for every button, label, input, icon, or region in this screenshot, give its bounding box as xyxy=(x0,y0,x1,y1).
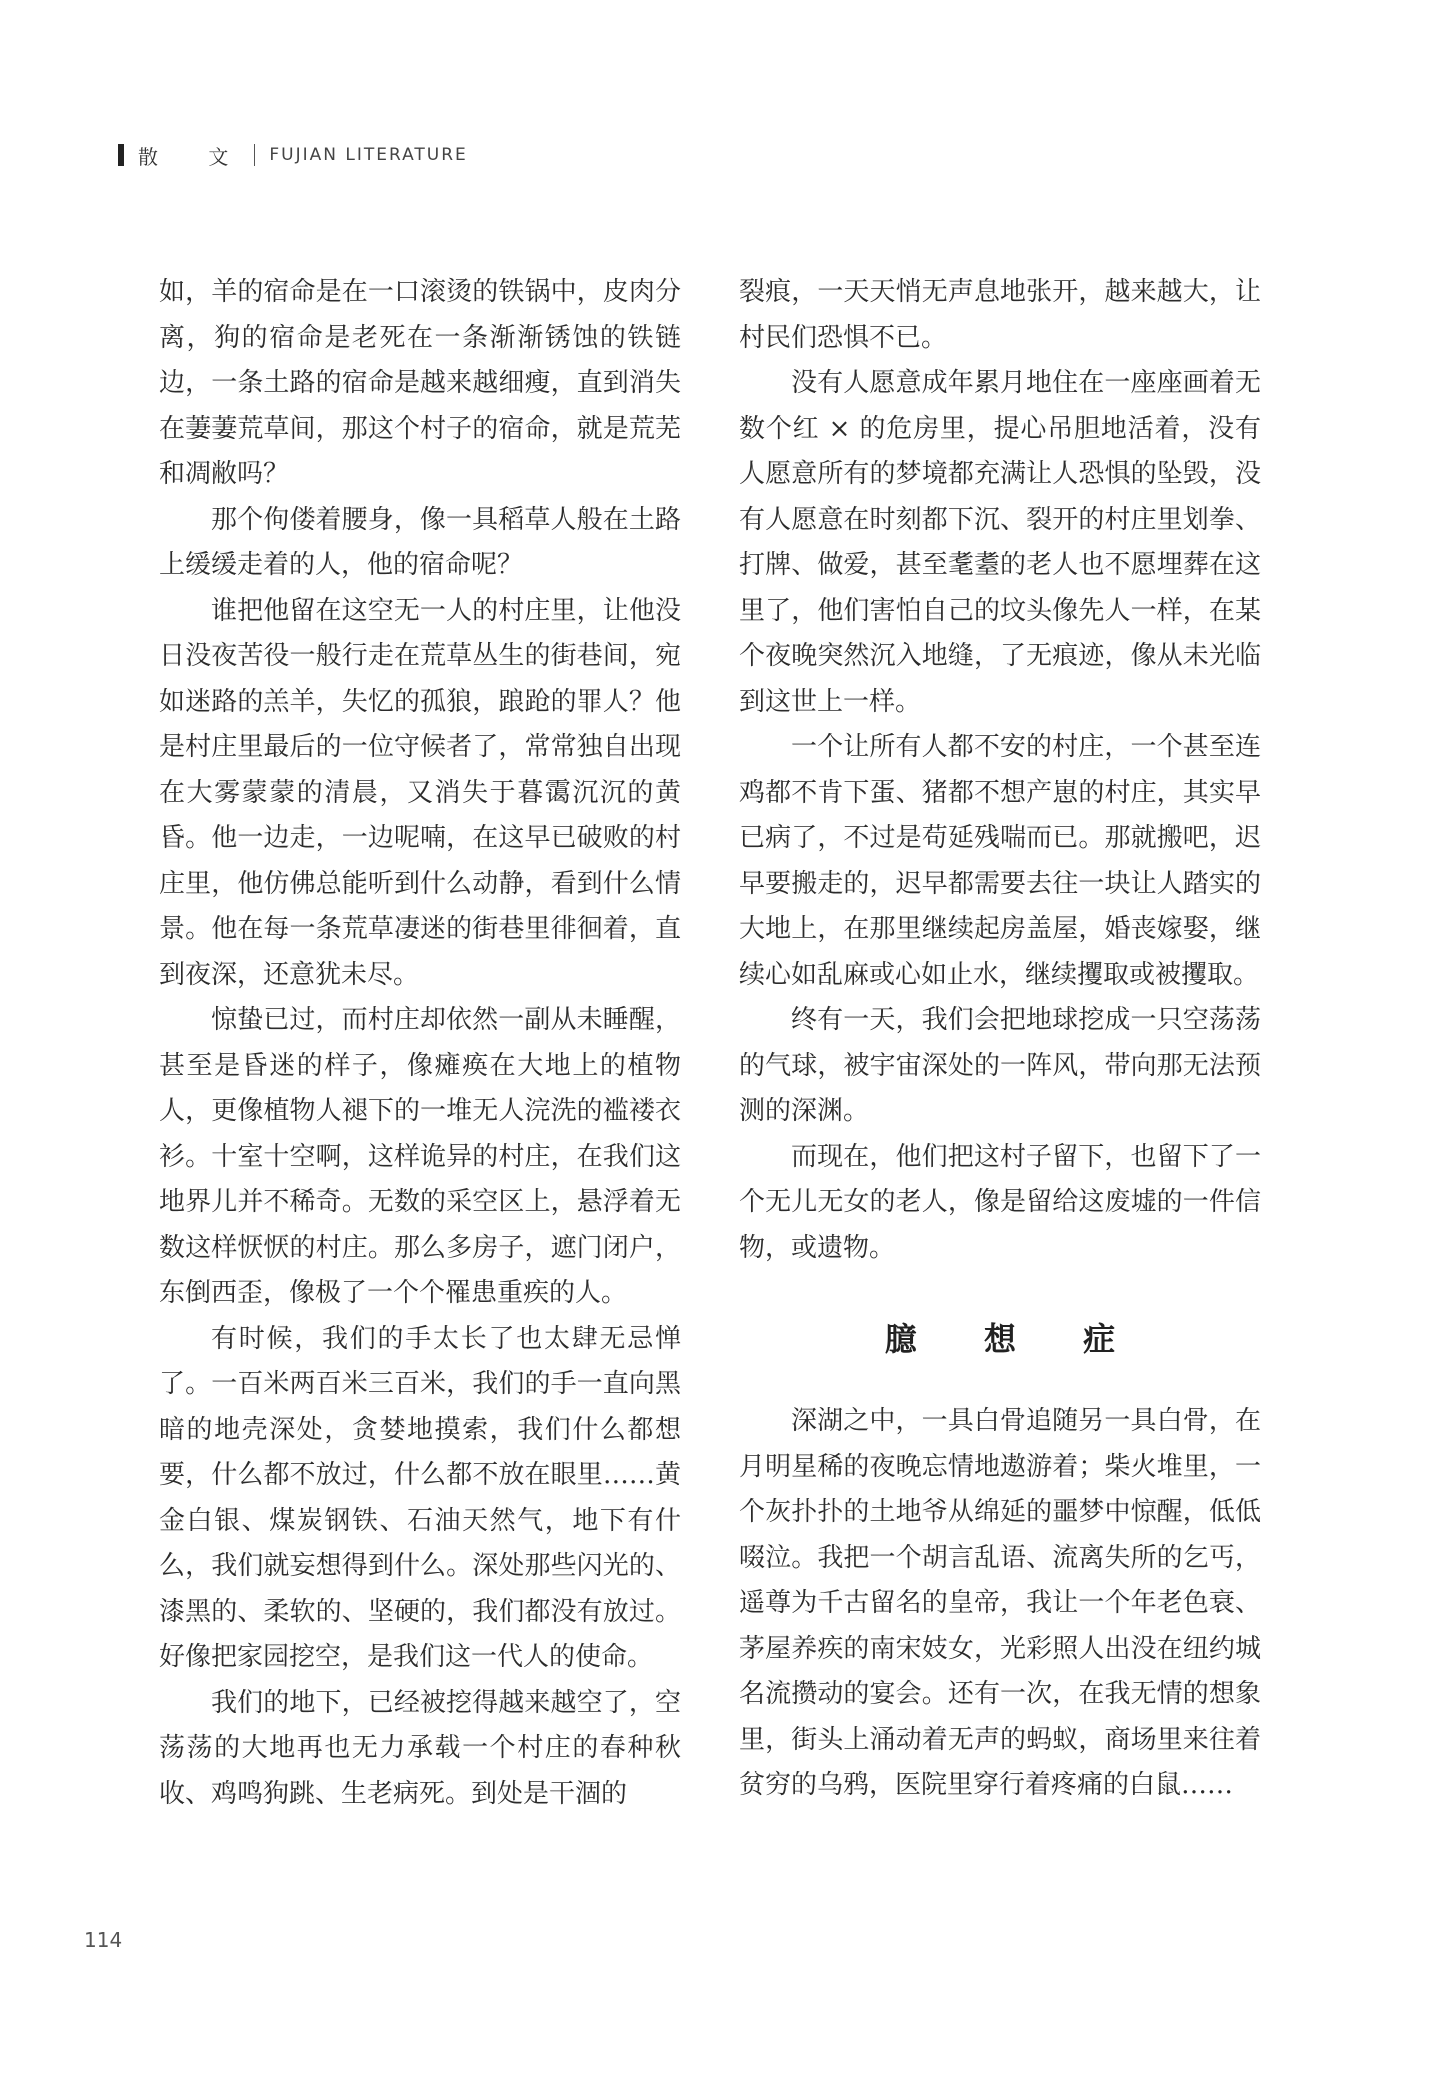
paragraph: 惊蛰已过，而村庄却依然一副从未睡醒，甚至是昏迷的样子，像瘫痪在大地上的植物人，更像植物人褪下的一堆无人浣洗的褴褛衣衫。十室十空啊，这样诡异的村庄，在我们这地界儿并不稀奇。无数的采空区上，悬浮着无数这样恹恹的村庄。那么多房子，遮门闭户，东倒西歪，像极了一个个罹患重疾的人。 xyxy=(159,1005,681,1308)
paragraph: 没有人愿意成年累月地住在一座座画着无数个红 × 的危房里，提心吊胆地活着，没有人愿意所有的梦境都充满让人恐惧的坠毁，没有人愿意在时刻都下沉、裂开的村庄里划拳、打牌、做爱，甚至耄耋的老人也不愿埋葬在这里了，他们害怕自己的坟头像先人一样，在某个夜晚突然沉入地缝，了无痕迹，像从未光临到这世上一样。 xyxy=(739,368,1261,717)
header-marker-bar xyxy=(118,144,124,166)
article-title: 臆 想 症 xyxy=(884,1320,1144,1358)
paragraph: 一个让所有人都不安的村庄，一个甚至连鸡都不肯下蛋、猪都不想产崽的村庄，其实早已病了，不过是苟延残喘而已。那就搬吧，迟早要搬走的，迟早都需要去往一块让人踏实的大地上，在那里继续起房盖屋，婚丧嫁娶，继续心如乱麻或心如止水，继续攫取或被攫取。 xyxy=(739,732,1261,990)
paragraph: 而现在，他们把这村子留下，也留下了一个无儿无女的老人，像是留给这废墟的一件信物，或遗物。 xyxy=(739,1141,1261,1263)
paragraph: 我们的地下，已经被挖得越来越空了，空荡荡的大地再也无力承载一个村庄的春种秋收、鸡鸣狗跳、生老病死。到处是干涸的 xyxy=(159,1687,681,1809)
section-label: 散 文 xyxy=(138,144,251,169)
paragraph: 裂痕，一天天悄无声息地张开，越来越大，让村民们恐惧不已。 xyxy=(739,277,1261,353)
journal-name: FUJIAN LITERATURE xyxy=(269,145,468,165)
right-column xyxy=(739,270,1261,1809)
paragraph: 如，羊的宿命是在一口滚烫的铁锅中，皮肉分离，狗的宿命是老死在一条渐渐锈蚀的铁链边，一条土路的宿命是越来越细瘦，直到消失在萋萋荒草间，那这个村子的宿命，就是荒芜和凋敝吗？ xyxy=(159,277,681,489)
paragraph: 谁把他留在这空无一人的村庄里，让他没日没夜苦役一般行走在荒草丛生的街巷间，宛如迷路的羔羊，失忆的孤狼，踉跄的罪人？他是村庄里最后的一位守候者了，常常独自出现在大雾蒙蒙的清晨，又消失于暮霭沉沉的黄昏。他一边走，一边呢喃，在这早已破败的村庄里，他仿佛总能听到什么动静，看到什么情景。他在每一条荒草凄迷的街巷里徘徊着，直到夜深，还意犹未尽。 xyxy=(159,595,681,990)
paragraph: 有时候，我们的手太长了也太肆无忌惮了。一百米两百米三百米，我们的手一直向黑暗的地壳深处，贪婪地摸索，我们什么都想要，什么都不放过，什么都不放在眼里……黄金白银、煤炭钢铁、石油天然气，地下有什么，我们就妄想得到什么。深处那些闪光的、漆黑的、柔软的、坚硬的，我们都没有放过。好像把家园挖空，是我们这一代人的使命。 xyxy=(159,1323,681,1672)
running-header xyxy=(118,141,468,169)
left-column xyxy=(159,270,681,1817)
paragraph: 终有一天，我们会把地球挖成一只空荡荡的气球，被宇宙深处的一阵风，带向那无法预测的深渊。 xyxy=(739,1005,1261,1126)
page-number: 114 xyxy=(84,1928,123,1952)
paragraph: 深湖之中，一具白骨追随另一具白骨，在月明星稀的夜晚忘情地遨游着；柴火堆里，一个灰扑扑的土地爷从绵延的噩梦中惊醒，低低啜泣。我把一个胡言乱语、流离失所的乞丐，遥尊为千古留名的皇帝，我让一个年老色衰、茅屋养疾的南宋妓女，光彩照人出没在纽约城名流攒动的宴会。还有一次，在我无情的想象里，街头上涌动着无声的蚂蚁，商场里来往着贫穷的乌鸦，医院里穿行着疼痛的白鼠…… xyxy=(739,1406,1261,1800)
header-divider xyxy=(254,144,255,166)
paragraph: 那个佝偻着腰身，像一具稻草人般在土路上缓缓走着的人，他的宿命呢？ xyxy=(159,504,681,580)
